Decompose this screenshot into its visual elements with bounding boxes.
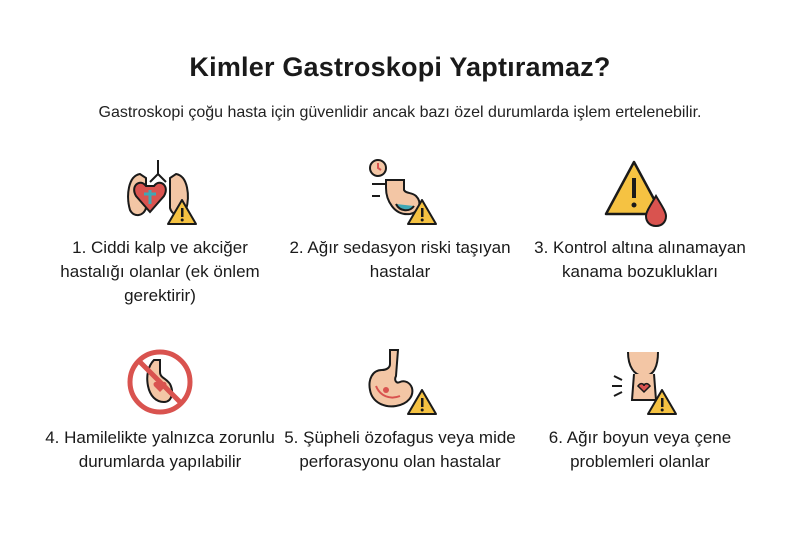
item-card-5	[280, 346, 520, 474]
bleeding-warning-icon	[600, 156, 680, 228]
heart-lungs-warning-icon	[120, 156, 200, 228]
pregnancy-prohibited-icon	[120, 346, 200, 418]
item-label-4: 4. Hamilelikte yalnızca zorunlu durumlarda yapılabilir	[45, 428, 275, 471]
item-label-6: 6. Ağır boyun veya çene problemleri olanlar	[548, 428, 732, 471]
item-label-2: 2. Ağır sedasyon riski taşıyan hastalar	[289, 238, 511, 281]
item-card-2	[280, 156, 520, 284]
item-card-3	[520, 156, 760, 284]
page-title: Kimler Gastroskopi Yaptıramaz?	[189, 52, 611, 82]
item-label-5: 5. Şüpheli özofagus veya mide perforasyonu olan hastalar	[284, 428, 516, 471]
sedation-stomach-warning-icon	[360, 156, 440, 228]
esophagus-stomach-warning-icon	[360, 346, 440, 418]
page-subtitle: Gastroskopi çoğu hasta için güvenlidir ancak bazı özel durumlarda işlem ertelenebilir.	[98, 104, 702, 121]
item-card-4	[40, 346, 280, 474]
item-label-3: 3. Kontrol altına alınamayan kanama bozuklukları	[534, 238, 746, 281]
item-card-1	[40, 156, 280, 308]
item-card-6	[520, 346, 760, 474]
item-label-1: 1. Ciddi kalp ve akciğer hastalığı olanlar (ek önlem gerektirir)	[60, 238, 260, 305]
neck-jaw-warning-icon	[600, 346, 680, 418]
